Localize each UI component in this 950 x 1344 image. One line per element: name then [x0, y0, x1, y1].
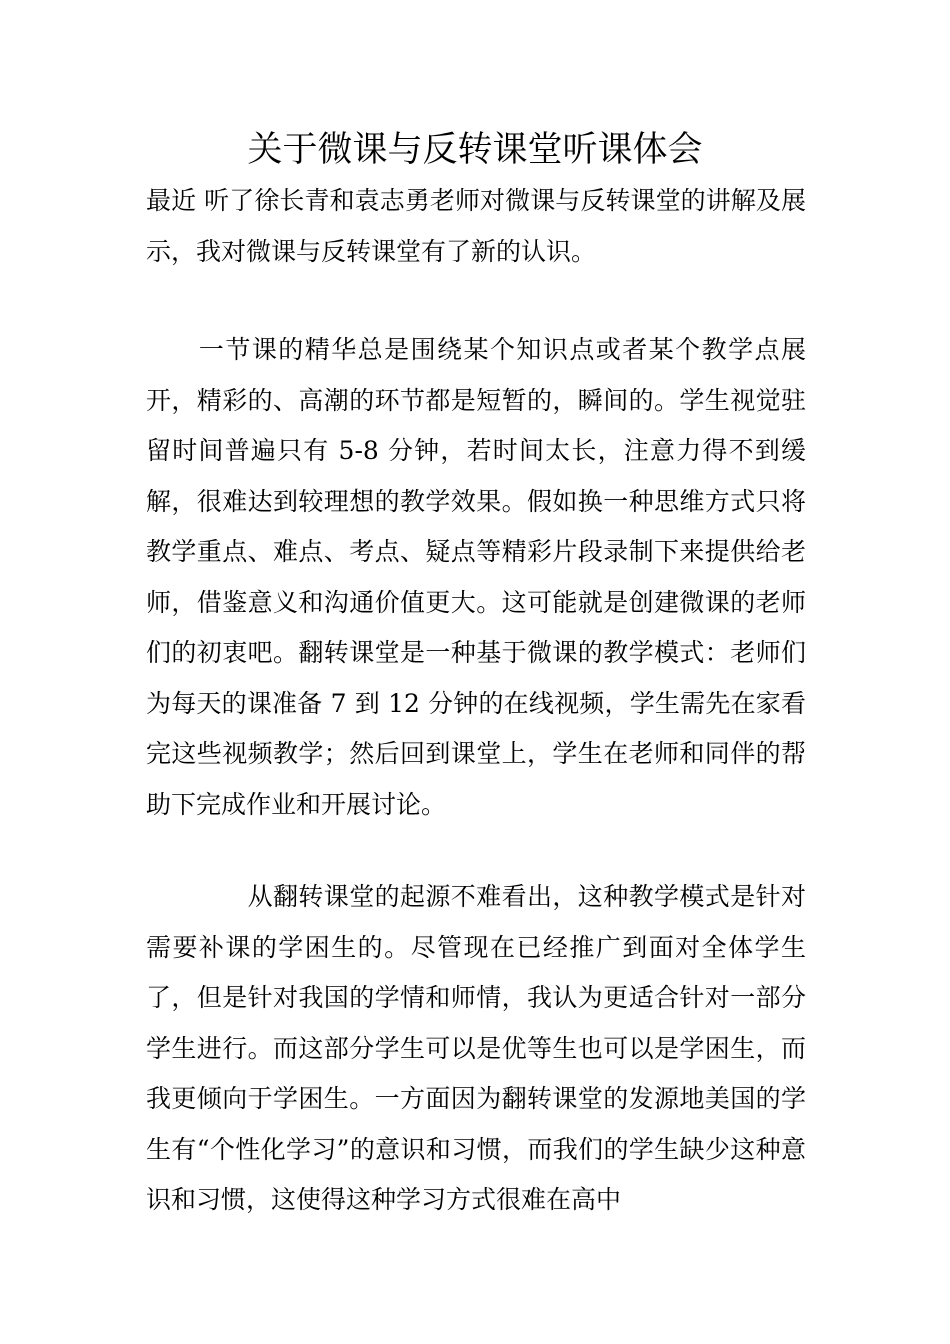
paragraph-micro-lesson: 一节课的精华总是围绕某个知识点或者某个教学点展开，精彩的、高潮的环节都是短暂的，瞬间的。学生视觉驻留时间普遍只有 5-8 分钟，若时间太长，注意力得不到缓解，很难达到较理想的教学效果。假如换一种思维方式只将教学重点、难点、考点、疑点等精彩片段录制下来提供给老师，借鉴意义和沟通价值更大。这可能就是创建微课的老师们的初衷吧。翻转课堂是一种基于微课的教学模式：老师们为每天的课准备 7 到 12 分钟的在线视频，学生需先在家看完这些视频教学；然后回到课堂上，学生在老师和同伴的帮助下完成作业和开展讨论。 — [146, 335, 806, 819]
paragraph-flipped-classroom-origin: 从翻转课堂的起源不难看出，这种教学模式是针对需要补课的学困生的。尽管现在已经推广到面对全体学生了，但是针对我国的学情和师情，我认为更适合针对一部分学生进行。而这部分学生可以是优等生也可以是学困生，而我更倾向于学困生。一方面因为翻转课堂的发源地美国的学生有“个性化学习”的意识和习惯，而我们的学生缺少这种意识和习惯，这使得这种学习方式很难在高中 — [146, 882, 806, 1214]
document-title: 关于微课与反转课堂听课体会 — [247, 130, 703, 170]
paragraph-intro: 最近 听了徐长青和袁志勇老师对微课与反转课堂的讲解及展示，我对微课与反转课堂有了新的认识。 — [146, 186, 806, 266]
